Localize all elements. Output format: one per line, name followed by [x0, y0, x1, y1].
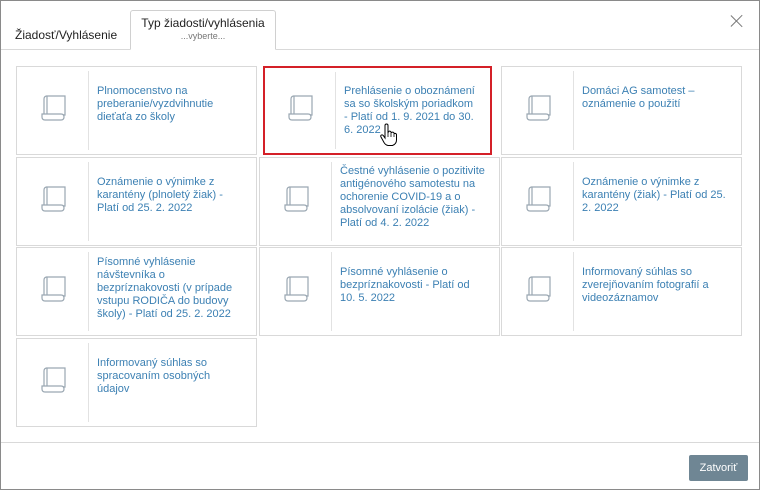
tile-label: Domáci AG samotest – oznámenie o použití [582, 85, 695, 110]
tile-label: Informovaný súhlas so spracovaním osobných údajov [97, 357, 211, 395]
tab-request-type-subtitle: ...vyberte... [180, 31, 226, 41]
tile-divider [573, 162, 574, 241]
tile-divider [88, 71, 89, 150]
dialog-footer [1, 442, 759, 490]
document-scroll-icon [282, 274, 312, 304]
document-scroll-icon [39, 93, 69, 123]
tile-label: Informovaný súhlas so zverejňovaním fotografií a videozáznamov [582, 266, 709, 304]
tile-authorization[interactable] [16, 66, 257, 155]
document-scroll-icon [282, 184, 312, 214]
tab-request-type-title: Typ žiadosti/vyhlásenia [141, 16, 265, 30]
tile-school-rules[interactable] [263, 66, 492, 155]
tile-divider [573, 71, 574, 150]
document-scroll-icon [39, 184, 69, 214]
close-button[interactable]: Zatvoriť [689, 455, 748, 481]
tile-label: Prehlásenie o oboznámení sa so školským poriadkom - Platí od 1. 9. 2021 do 30. 6. 2022 [344, 85, 475, 136]
tile-symptom-free[interactable] [259, 247, 500, 336]
document-scroll-icon [524, 184, 554, 214]
tab-request-type[interactable] [130, 10, 276, 50]
tile-divider [573, 252, 574, 331]
tab-bar [1, 1, 759, 50]
tile-label: Písomné vyhlásenie návštevníka o bezpríznakovosti (v prípade vstupu RODIČA do budovy školy) - Platí od 25. 2. 2022 [97, 256, 233, 320]
tile-label: Oznámenie o výnimke z karantény (plnoletý žiak) - Platí od 25. 2. 2022 [97, 176, 223, 214]
tile-label: Čestné vyhlásenie o pozitivite antigénového samotestu na ochorenie COVID-19 a o absolvovaní izolácie (žiak) - Platí od 4. 2. 2022 [340, 165, 485, 229]
tile-divider [331, 162, 332, 241]
document-scroll-icon [524, 93, 554, 123]
document-scroll-icon [286, 93, 316, 123]
tile-label: Plnomocenstvo na preberanie/vyzdvihnutie dieťaťa zo školy [97, 85, 214, 123]
document-scroll-icon [39, 365, 69, 395]
tile-divider [88, 343, 89, 422]
tile-photo-consent[interactable] [501, 247, 742, 336]
tile-divider [331, 252, 332, 331]
tile-visitor-symptom-free[interactable] [16, 247, 257, 336]
hand-pointer-icon [379, 123, 399, 147]
tile-covid-positivity-declaration[interactable] [259, 157, 500, 246]
tile-divider [335, 72, 336, 149]
tile-quarantine-exemption-adult[interactable] [16, 157, 257, 246]
tab-request[interactable]: Žiadosť/Vyhlásenie [15, 28, 118, 42]
tile-quarantine-exemption-student[interactable] [501, 157, 742, 246]
document-scroll-icon [39, 274, 69, 304]
document-scroll-icon [524, 274, 554, 304]
tile-label: Písomné vyhlásenie o bezpríznakovosti - Platí od 10. 5. 2022 [340, 266, 470, 304]
tile-divider [88, 162, 89, 241]
tile-personal-data-consent[interactable] [16, 338, 257, 427]
tile-home-ag-selftest[interactable] [501, 66, 742, 155]
close-icon[interactable] [730, 14, 744, 28]
tile-label: Oznámenie o výnimke z karantény (žiak) - Platí od 25. 2. 2022 [582, 176, 726, 214]
tile-divider [88, 252, 89, 331]
